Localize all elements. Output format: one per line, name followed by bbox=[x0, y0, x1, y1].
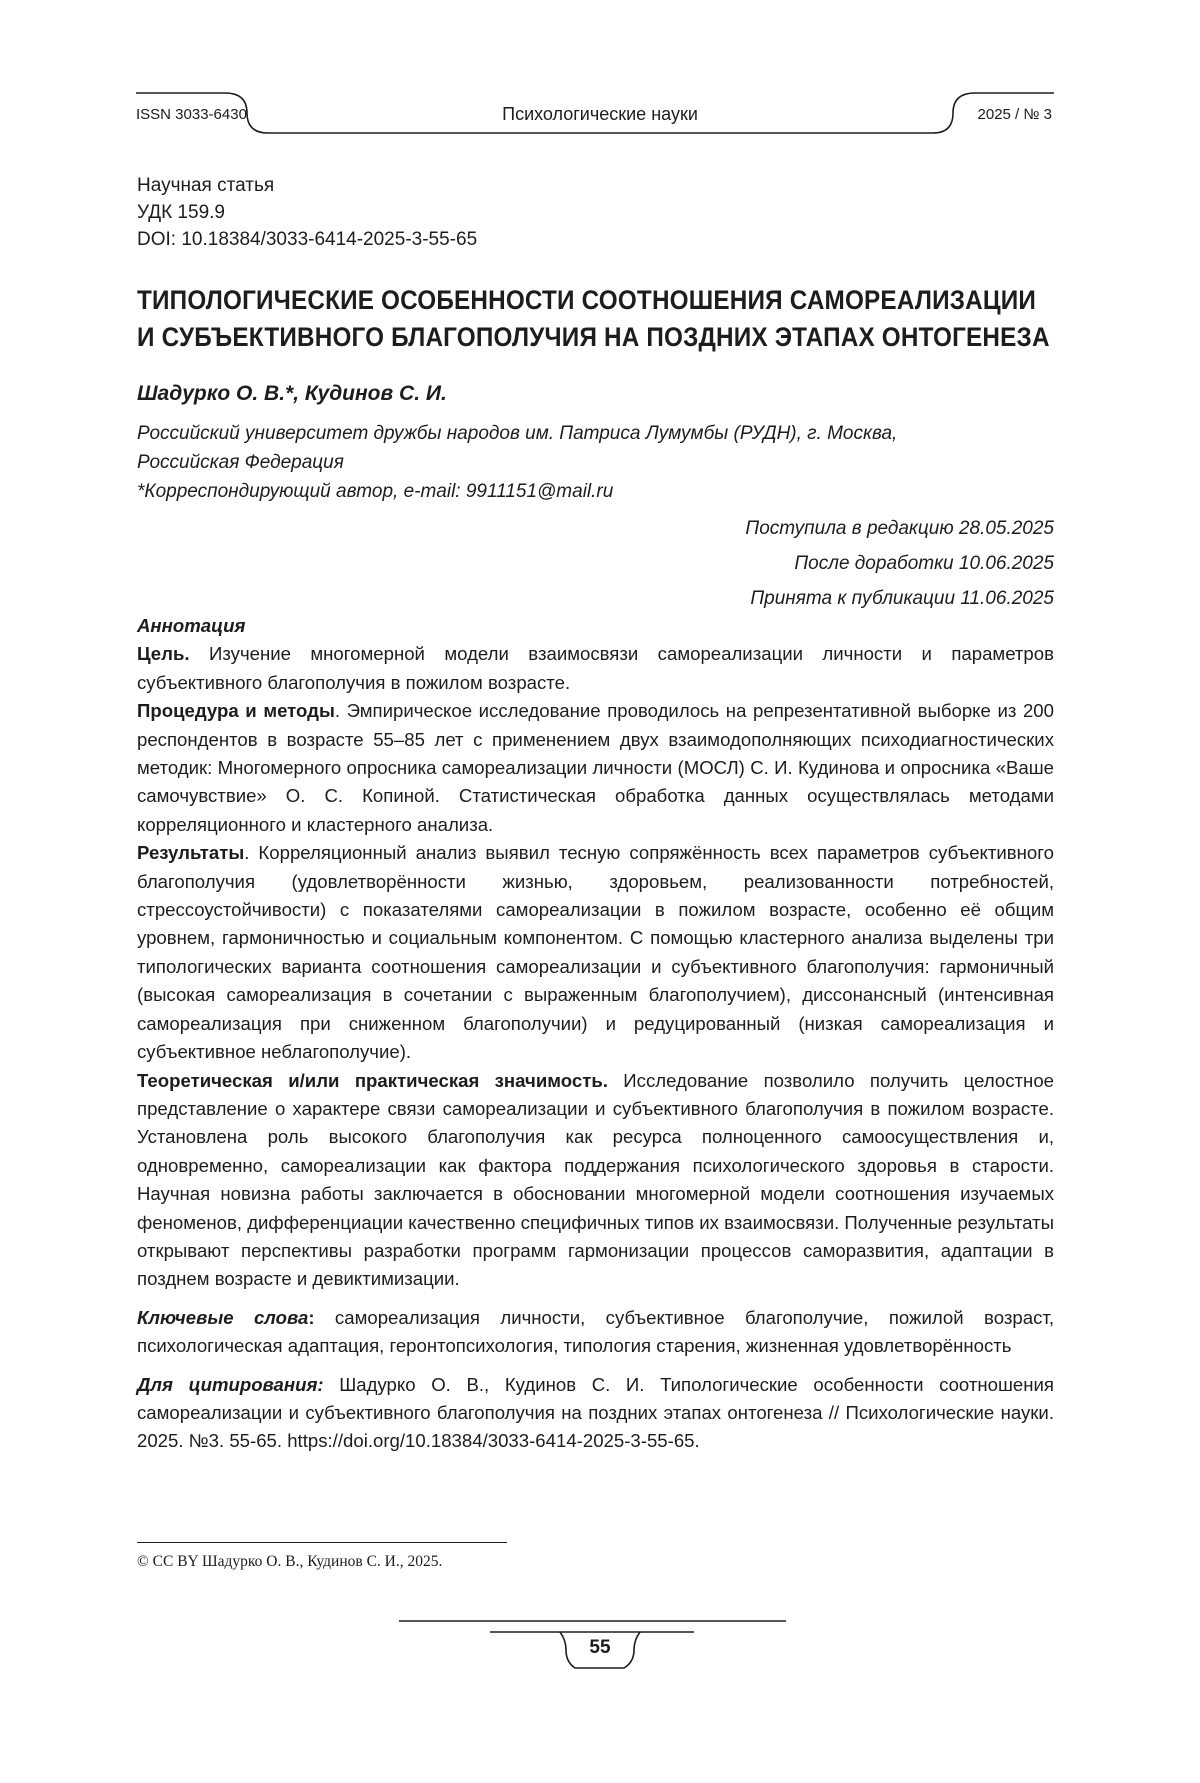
article-meta bbox=[137, 172, 477, 253]
article-type: Научная статья bbox=[137, 172, 477, 199]
abstract-results bbox=[137, 839, 1054, 1066]
article-title bbox=[137, 282, 1055, 356]
aim-label: Цель. bbox=[137, 643, 190, 664]
authors: Шадурко О. В.*, Кудинов С. И. bbox=[137, 382, 447, 406]
corresponding-author: *Корреспондирующий автор, e-mail: 9911151@mail.ru bbox=[137, 477, 897, 506]
results-label: Результаты bbox=[137, 842, 244, 863]
abstract-aim bbox=[137, 640, 1054, 697]
abstract bbox=[137, 612, 1054, 1456]
title-line-2: И СУБЪЕКТИВНОГО БЛАГОПОЛУЧИЯ НА ПОЗДНИХ ЭТАПАХ ОНТОГЕНЕЗА bbox=[137, 319, 1055, 356]
header-journal: Психологические науки bbox=[0, 104, 1200, 125]
results-text: . Корреляционный анализ выявил тесную сопряжённость всех параметров субъективного благополучия (удовлетворённости жизнью, здоровьем, реализованности потребностей, стрессоустойчивости) с показателями самореализации в пожилом возрасте, особенно её общим уровнем, гармоничностью и социальным компонентом. С помощью кластерного анализа выделены три типологических варианта соотношения самореализации и субъективного благополучия: гармоничный (высокая самореализация в сочетании с выраженным благополучием), диссонансный (интенсивная самореализация при сниженном благополучии) и редуцированный (низкая самореализация и субъективное неблагополучие). bbox=[137, 842, 1054, 1062]
abstract-significance bbox=[137, 1067, 1054, 1294]
date-revised: После доработки 10.06.2025 bbox=[745, 546, 1054, 581]
affiliation bbox=[137, 419, 897, 506]
doi: DOI: 10.18384/3033-6414-2025-3-55-65 bbox=[137, 226, 477, 253]
article-dates bbox=[745, 511, 1054, 616]
header-issn: ISSN 3033-6430 bbox=[136, 106, 247, 123]
keywords-label: Ключевые слова bbox=[137, 1307, 308, 1328]
footnote-divider bbox=[137, 1542, 507, 1543]
abstract-methods bbox=[137, 697, 1054, 839]
methods-label: Процедура и методы bbox=[137, 700, 335, 721]
affiliation-line-2: Российская Федерация bbox=[137, 448, 897, 477]
title-line-1: ТИПОЛОГИЧЕСКИЕ ОСОБЕННОСТИ СООТНОШЕНИЯ САМОРЕАЛИЗАЦИИ bbox=[137, 282, 1055, 319]
date-received: Поступила в редакцию 28.05.2025 bbox=[745, 511, 1054, 546]
citation bbox=[137, 1371, 1054, 1456]
udc: УДК 159.9 bbox=[137, 199, 477, 226]
keywords-text: самореализация личности, субъективное благополучие, пожилой возраст, психологическая адаптация, геронтопсихология, типология старения, жизненная удовлетворённость bbox=[137, 1307, 1054, 1356]
significance-label: Теоретическая и/или практическая значимость. bbox=[137, 1070, 608, 1091]
keywords-colon: : bbox=[308, 1307, 314, 1328]
significance-text: Исследование позволило получить целостное представление о характере связи самореализации и субъективного благополучия в пожилом возрасте. Установлена роль высокого благополучия как ресурса полноценного самоосуществления и, одновременно, самореализации как фактора поддержания психологического здоровья в старости. Научная новизна работы заключается в обосновании многомерной модели соотношения изучаемых феноменов, дифференциации качественно специфичных типов их взаимосвязи. Полученные результаты открывают перспективы разработки программ гармонизации процессов саморазвития, адаптации в позднем возрасте и девиктимизации. bbox=[137, 1070, 1054, 1290]
affiliation-line-1: Российский университет дружбы народов им. Патриса Лумумбы (РУДН), г. Москва, bbox=[137, 419, 897, 448]
date-accepted: Принята к публикации 11.06.2025 bbox=[745, 581, 1054, 616]
keywords bbox=[137, 1304, 1054, 1361]
license-footnote: © CC BY Шадурко О. В., Кудинов С. И., 2025. bbox=[137, 1553, 442, 1571]
aim-text: Изучение многомерной модели взаимосвязи самореализации личности и параметров субъективного благополучия в пожилом возрасте. bbox=[137, 643, 1054, 692]
citation-label: Для цитирования: bbox=[137, 1374, 324, 1395]
page-number: 55 bbox=[0, 1637, 1200, 1659]
citation-text: Шадурко О. В., Кудинов С. И. Типологические особенности соотношения самореализации и субъективного благополучия на поздних этапах онтогенеза // Психологические науки. 2025. №3. 55-65. https://doi.org/10.18384/3033-6414-2025-3-55-65. bbox=[137, 1374, 1054, 1452]
methods-text: . Эмпирическое исследование проводилось на репрезентативной выборке из 200 респондентов в возрасте 55–85 лет с применением двух взаимодополняющих психодиагностических методик: Многомерного опросника самореализации личности (МОСЛ) С. И. Кудинова и опросника «Ваше самочувствие» О. С. Копиной. Статистическая обработка данных осуществлялась методами корреляционного и кластерного анализа. bbox=[137, 700, 1054, 835]
header-issue: 2025 / № 3 bbox=[978, 106, 1052, 123]
abstract-heading: Аннотация bbox=[137, 612, 1054, 640]
